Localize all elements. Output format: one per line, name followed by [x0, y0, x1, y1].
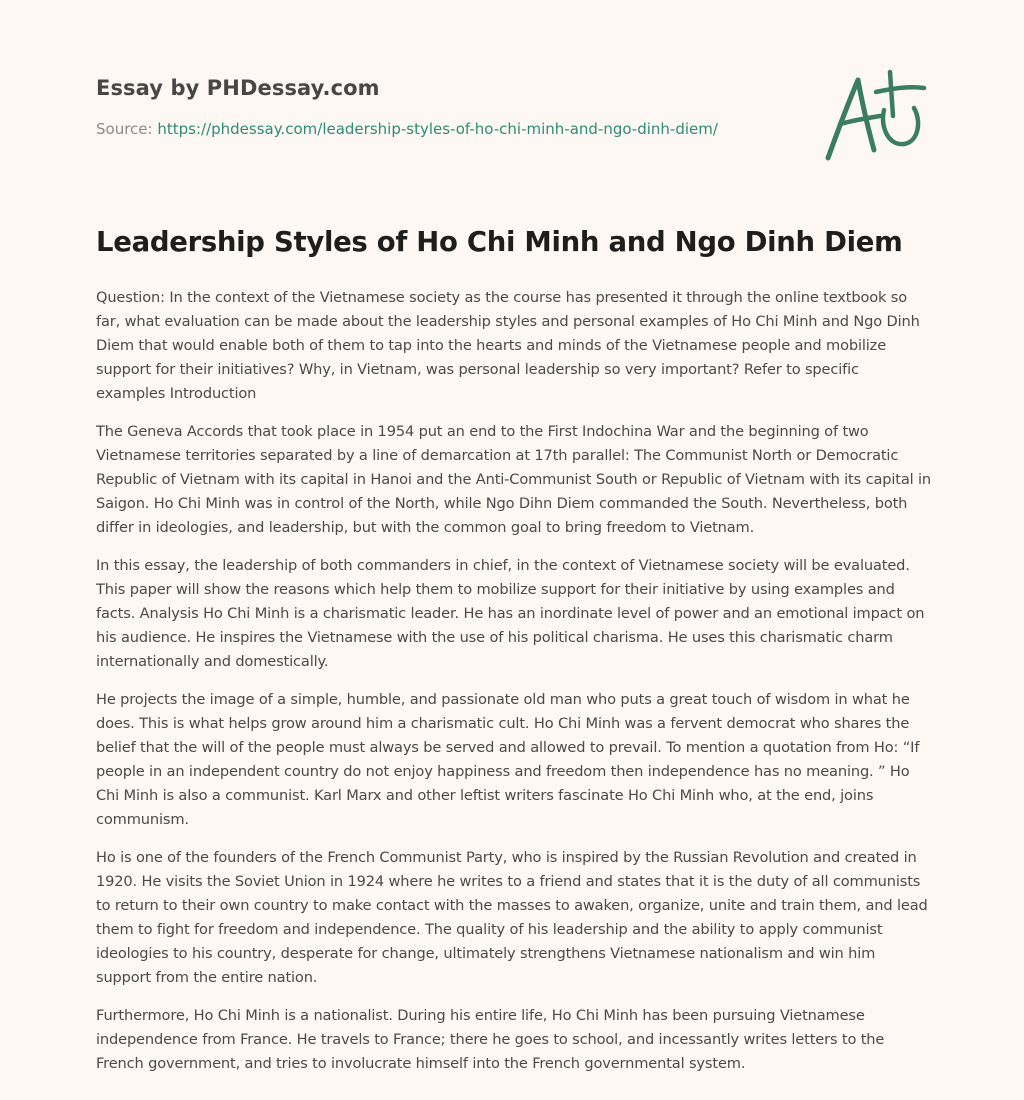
a-plus-logo-icon	[818, 66, 930, 166]
source-line	[96, 120, 796, 138]
paragraph: The Geneva Accords that took place in 1954 put an end to the First Indochina War and the beginning of two Vietnamese territories separated by a line of demarcation at 17th parallel: The Communist North or Democratic Republic of Vietnam with its capital in Hanoi and the Anti-Communist South or Republic of Vietnam with its capital in Saigon. Ho Chi Minh was in control of the North, while Ngo Dihn Diem commanded the South. Nevertheless, both differ in ideologies, and leadership, but with the common goal to bring freedom to Vietnam.	[96, 423, 932, 536]
paragraph: Ho is one of the founders of the French Communist Party, who is inspired by the Russian Revolution and created in 1920. He visits the Soviet Union in 1924 where he writes to a friend and states that it is the duty of all communists to return to their own country to make contact with the masses to awaken, organize, unite and train them, and lead them to fight for freedom and independence. The quality of his leadership and the ability to apply communist ideologies to his country, desperate for change, ultimately strengthens Vietnamese nationalism and win him support from the entire nation.	[96, 849, 928, 986]
paragraph: Furthermore, Ho Chi Minh is a nationalist. During his entire life, Ho Chi Minh has been pursuing Vietnamese independence from France. He travels to France; there he goes to school, and incessantly writes letters to the French government, and tries to involucrate himself into the French governmental system.	[96, 1007, 885, 1072]
source-link[interactable]: https://phdessay.com/leadership-styles-of-ho-chi-minh-and-ngo-dinh-diem/	[157, 120, 718, 138]
page-header	[96, 76, 796, 138]
essay-body	[96, 286, 932, 1090]
paragraph: He projects the image of a simple, humble, and passionate old man who puts a great touch of wisdom in what he does. This is what helps grow around him a charismatic cult. Ho Chi Minh was a fervent democrat who shares the belief that the will of the people must always be served and allowed to prevail. To mention a quotation from Ho: “If people in an independent country do not enjoy happiness and freedom then independence has no meaning. ” Ho Chi Minh is also a communist. Karl Marx and other leftist writers fascinate Ho Chi Minh who, at the end, joins communism.	[96, 691, 920, 828]
paragraph: Question: In the context of the Vietnamese society as the course has presented it through the online textbook so far, what evaluation can be made about the leadership styles and personal examples of Ho Chi Minh and Ngo Dinh Diem that would enable both of them to tap into the hearts and minds of the Vietnamese people and mobilize support for their initiatives? Why, in Vietnam, was personal leadership so very important? Refer to specific examples Introduction	[96, 289, 920, 402]
source-label: Source:	[96, 120, 153, 138]
paragraph: In this essay, the leadership of both commanders in chief, in the context of Vietnamese society will be evaluated. This paper will show the reasons which help them to mobilize support for their initiative by using examples and facts. Analysis Ho Chi Minh is a charismatic leader. He has an inordinate level of power and an emotional impact on his audience. He inspires the Vietnamese with the use of his political charisma. He uses this charismatic charm internationally and domestically.	[96, 557, 925, 670]
essay-title: Leadership Styles of Ho Chi Minh and Ngo Dinh Diem	[96, 226, 903, 258]
site-brand: Essay by PHDessay.com	[96, 76, 380, 100]
